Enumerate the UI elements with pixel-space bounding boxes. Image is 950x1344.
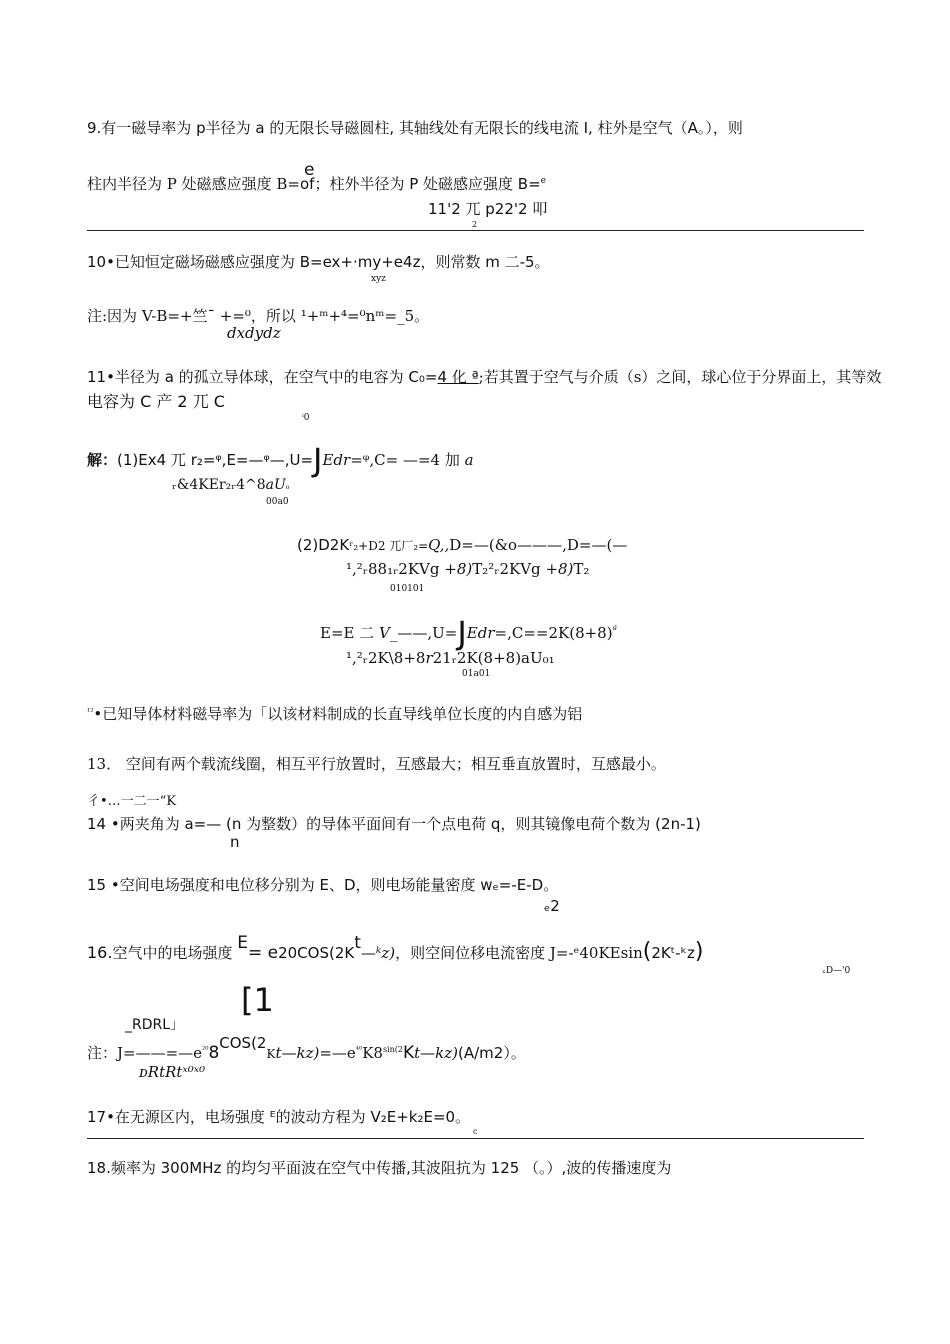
q9-line2-b-text: of；柱外半径为 P 处磁感应强度 B= bbox=[300, 175, 541, 193]
q16-f: t bbox=[354, 933, 361, 953]
q11-sol3-b: V bbox=[379, 624, 390, 642]
q11-sol2-sub2: 010101 bbox=[390, 584, 425, 594]
q11-sol-label: 解： bbox=[87, 451, 118, 469]
q16-note-sub: ᴅRtRtˣ⁰ˣ⁰ bbox=[139, 1063, 206, 1081]
q16-note-c: 8 bbox=[208, 1043, 220, 1063]
q9-line2-a: 柱内半径为 P 处磁感应强度 B= bbox=[87, 175, 300, 193]
q10-note-sub: dxdydz bbox=[227, 324, 281, 342]
q11-sol3 bbox=[320, 614, 617, 652]
q16-k: 2Kᵗ-ᵏz bbox=[651, 944, 695, 962]
q18-line: 18.频率为 300MHz 的均匀平面波在空气中传播,其波阻抗为 125 （。）,波的传播速度为 bbox=[87, 1159, 672, 1177]
q11-line2: 电容为 C 产 2 兀 C bbox=[87, 392, 225, 411]
q11-sol2-sub-it: +8) bbox=[444, 560, 473, 578]
q11-line1-underlined: 4 化 ª bbox=[437, 368, 479, 386]
q16-note-e: K bbox=[266, 1047, 276, 1061]
q16-e: 20COS(2K bbox=[278, 944, 355, 962]
q11-sol3-c: _——,U= bbox=[389, 624, 458, 642]
q11-sol1 bbox=[87, 441, 474, 479]
q16-note-k: K bbox=[402, 1043, 415, 1063]
q17-under: c bbox=[473, 1127, 478, 1136]
integral-sign: J bbox=[313, 441, 323, 479]
q11-sol2-d: D=—(&o———,D=—(— bbox=[449, 536, 628, 554]
q11-line1-a: 11•半径为 a 的孤立导体球，在空气中的电容为 C₀= bbox=[87, 368, 438, 386]
divider bbox=[87, 1138, 864, 1139]
q12-text: •已知导体材料磁导率为「以该材料制成的长直导线单位长度的内自感为铝 bbox=[93, 705, 583, 723]
q11-sol2 bbox=[297, 537, 627, 554]
q16-note-h: ⁴⁰ bbox=[355, 1045, 363, 1054]
q9-line2 bbox=[87, 160, 546, 193]
q14-under: n bbox=[230, 833, 240, 851]
q9-sup-e2: e bbox=[540, 176, 546, 186]
q16-note-d: COS(2 bbox=[219, 1034, 267, 1052]
q10-note: 注:因为 V-B=+竺ˉ +=⁰，所以 ¹+ᵐ+⁴=⁰nᵐ=_5。 bbox=[87, 307, 430, 325]
q11-sol3-sub-a: ¹,²ᵣ2K\8+8 bbox=[346, 649, 426, 667]
q16-line bbox=[87, 933, 704, 964]
q11-sol1-a: (1)Ex4 兀 r₂=ᵠ,E=—ᵠ—,U= bbox=[117, 451, 314, 469]
q11-sol1-b: Edr bbox=[322, 451, 351, 469]
q9-line4: 2 bbox=[472, 220, 478, 229]
q17-line: 17•在无源区内，电场强度 ᴱ的波动方程为 V₂E+k₂E=0。 bbox=[87, 1108, 471, 1126]
q11-line3: ⁱ0 bbox=[302, 413, 310, 423]
q11-sol3-f: ª bbox=[612, 625, 617, 635]
q11-sol2-sub-b: T₂²ᵣ2KVg bbox=[472, 560, 546, 578]
q16-note-i: K8 bbox=[362, 1044, 383, 1062]
q16-note-g: =—e bbox=[319, 1044, 356, 1062]
q11-line1-b: ;若其置于空气与介质（s）之间，球心位于分界面上，其等效 bbox=[478, 368, 882, 386]
q13-line: 13． 空间有两个载流线圈，相互平行放置时，互感最大；相互垂直放置时，互感最小。 bbox=[87, 755, 666, 773]
q9-sup-e: e bbox=[304, 160, 315, 180]
q16-b: 空气中的电场强度 bbox=[112, 944, 238, 962]
q11-sol3-d: Edr bbox=[466, 624, 495, 642]
q16-bracket: [1 bbox=[241, 981, 274, 1019]
q16-note-b: ²⁰ bbox=[202, 1045, 209, 1054]
q15-under: ₑ2 bbox=[544, 897, 560, 915]
q16-note-m: (A/m2）。 bbox=[458, 1044, 526, 1062]
q15-line: 15 •空间电场强度和电位移分别为 E、D，则电场能量密度 wₑ=-E-D。 bbox=[87, 876, 559, 894]
integral-sign-2: J bbox=[457, 614, 467, 652]
q16-right-note: ₓD—'0 bbox=[822, 966, 851, 976]
q11-line1 bbox=[87, 369, 881, 386]
q11-sol3-sub bbox=[346, 650, 555, 667]
q16-note-a: 注：J=——=—e bbox=[87, 1044, 203, 1062]
q11-sol3-e: =,C==2K(8+8) bbox=[494, 624, 613, 642]
q11-sol1-d: a bbox=[464, 451, 474, 469]
q11-sol3-sub-it: r bbox=[425, 649, 433, 667]
q16-a: 16. bbox=[87, 943, 113, 962]
q16-d: = e bbox=[247, 943, 279, 963]
q9-line1: 9.有一磁导率为 p半径为 a 的无限长导磁圆柱, 其轴线处有无限长的线电流 I, 柱外是空气（A。），则 bbox=[87, 119, 743, 137]
q16-h: ᵏz) bbox=[375, 944, 396, 962]
q16-c: E bbox=[237, 933, 248, 953]
q11-sol2-sub-c: T₂ bbox=[573, 560, 590, 578]
q16-note-l: t—kz) bbox=[414, 1044, 459, 1062]
q11-sol3-sub-b: 21ᵣ2K(8+8)aU₀₁ bbox=[432, 649, 555, 667]
q16-g: — bbox=[360, 944, 376, 962]
q11-sol1-c: =ᵠ,C= —=4 加 bbox=[350, 451, 465, 469]
q16-note-f: t—kz) bbox=[275, 1044, 320, 1062]
q11-sol2-sub bbox=[346, 561, 589, 578]
q14-line: 14 •两夹角为 a=— (n 为整数）的导体平面间有一个点电荷 q，则其镜像电荷个数为 (2n-1) bbox=[87, 815, 701, 833]
q16-l: ) bbox=[694, 939, 704, 964]
q10-sub: xyz bbox=[371, 274, 386, 284]
q11-sol1-sub bbox=[172, 478, 289, 493]
q10-line1: 10•已知恒定磁场磁感应强度为 B=ex+·my+e4z，则常数 m 二-5。 bbox=[87, 253, 550, 271]
q11-sol2-b: ʳ₂+D2 兀厂₂= bbox=[349, 539, 429, 553]
q11-sol2-sub-it2: +8) bbox=[545, 560, 574, 578]
q16-j: ( bbox=[642, 939, 652, 964]
divider bbox=[87, 230, 864, 231]
q14-pre: 彳•…一二一“K bbox=[87, 794, 177, 809]
q11-sol2-sub-a: ¹,²ᵣ88₁ᵣ2KVg bbox=[346, 560, 445, 578]
q16-note bbox=[87, 1034, 526, 1063]
q16-rdrl: _RDRL」 bbox=[125, 1017, 185, 1033]
q11-sol3-sub2: 01a01 bbox=[462, 669, 491, 679]
q9-line3: 11'2 兀 p22'2 叩 bbox=[428, 200, 548, 218]
q11-sol1-sub-end: ₀ bbox=[285, 482, 290, 492]
q9-line2-b bbox=[300, 160, 541, 193]
q11-sol1-sub-a: ᵣ&4KEr₂ᵣ4^8 bbox=[172, 477, 266, 493]
q11-sol1-sub-it: aU bbox=[265, 477, 286, 493]
q12-line bbox=[87, 706, 582, 723]
q11-sol1-sub2: 00a0 bbox=[266, 497, 289, 507]
q16-note-j: sin(2 bbox=[382, 1045, 403, 1054]
q11-sol3-a: E=E 二 bbox=[320, 624, 380, 642]
q11-sol2-c: Q,, bbox=[428, 536, 450, 554]
q12-num: ¹² bbox=[87, 707, 94, 716]
q16-i: ，则空间位移电流密度 J=-ᵉ40KEsin bbox=[395, 944, 643, 962]
q11-sol2-a: (2)D2K bbox=[297, 536, 350, 554]
